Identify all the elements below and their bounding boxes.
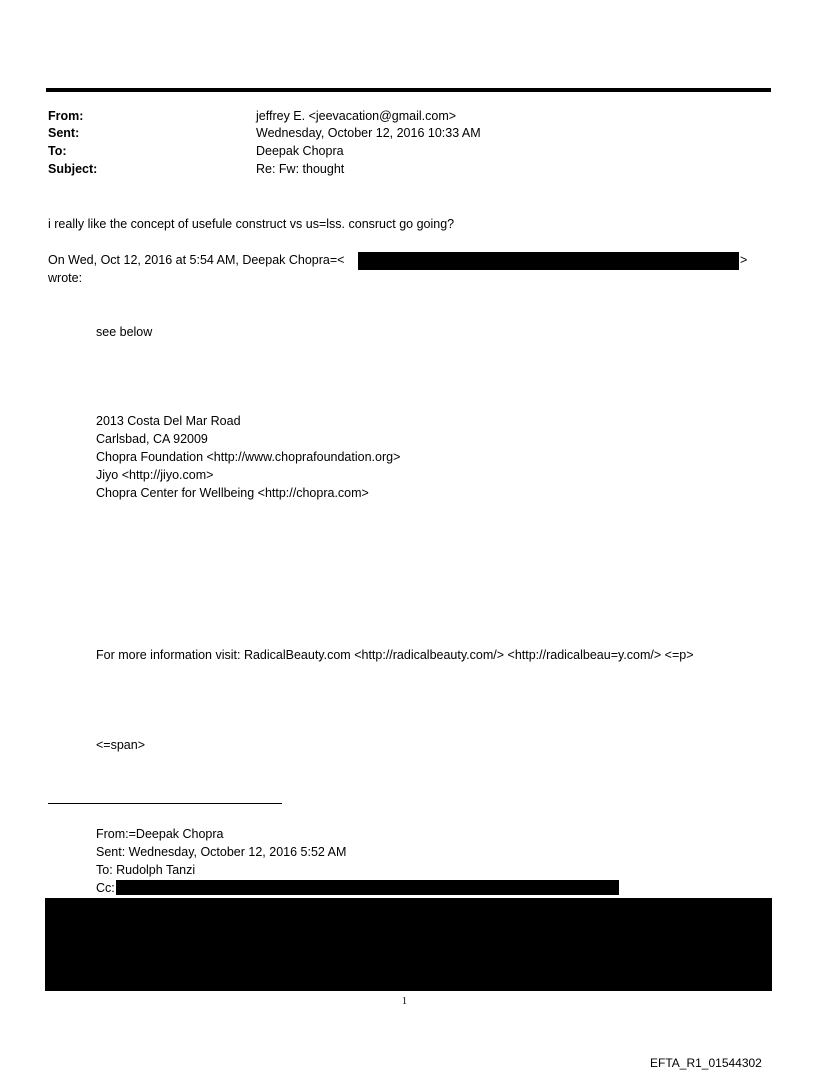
redaction-block [358, 252, 739, 270]
jiyo-link-text: Jiyo <http://jiyo.com> [96, 468, 214, 482]
sent-value: Wednesday, October 12, 2016 10:33 AM [256, 126, 481, 140]
span-tag-text: <=span> [96, 738, 146, 752]
chopra-center-link-text: Chopra Center for Wellbeing <http://chopra.com> [96, 486, 369, 500]
quote-intro-close: > [740, 253, 748, 267]
sent-label: Sent: [48, 126, 80, 140]
subject-value: Re: Fw: thought [256, 162, 345, 176]
see-below-text: see below [96, 325, 153, 339]
from-label: From: [48, 109, 84, 123]
redaction-block [116, 880, 619, 895]
top-rule [46, 88, 771, 92]
forwarded-to: To: Rudolph Tanzi [96, 863, 196, 877]
forwarded-cc-label: Cc: [96, 881, 115, 895]
to-label: To: [48, 144, 67, 158]
quote-intro-wrote: wrote: [48, 271, 83, 285]
forwarded-from: From:=Deepak Chopra [96, 827, 224, 841]
from-value: jeffrey E. <jeevacation@gmail.com> [256, 109, 457, 123]
message-text: i really like the concept of usefule construct vs us=lss. consruct go going? [48, 217, 455, 231]
address-line-1: 2013 Costa Del Mar Road [96, 414, 241, 428]
address-line-2: Carlsbad, CA 92009 [96, 432, 208, 446]
bates-number: EFTA_R1_01544302 [650, 1056, 762, 1070]
foundation-link-text: Chopra Foundation <http://www.choprafoundation.org> [96, 450, 401, 464]
more-info-text: For more information visit: RadicalBeauty.com <http://radicalbeauty.com/> <http://radicalbeau=y.com/> <=p> [96, 648, 694, 662]
page-number: 1 [402, 996, 407, 1007]
to-value: Deepak Chopra [256, 144, 344, 158]
redaction-block-large [45, 898, 772, 991]
subject-label: Subject: [48, 162, 98, 176]
forwarded-sent: Sent: Wednesday, October 12, 2016 5:52 AM [96, 845, 347, 859]
forward-separator [48, 803, 282, 804]
quote-intro: On Wed, Oct 12, 2016 at 5:54 AM, Deepak Chopra=< [48, 253, 345, 267]
